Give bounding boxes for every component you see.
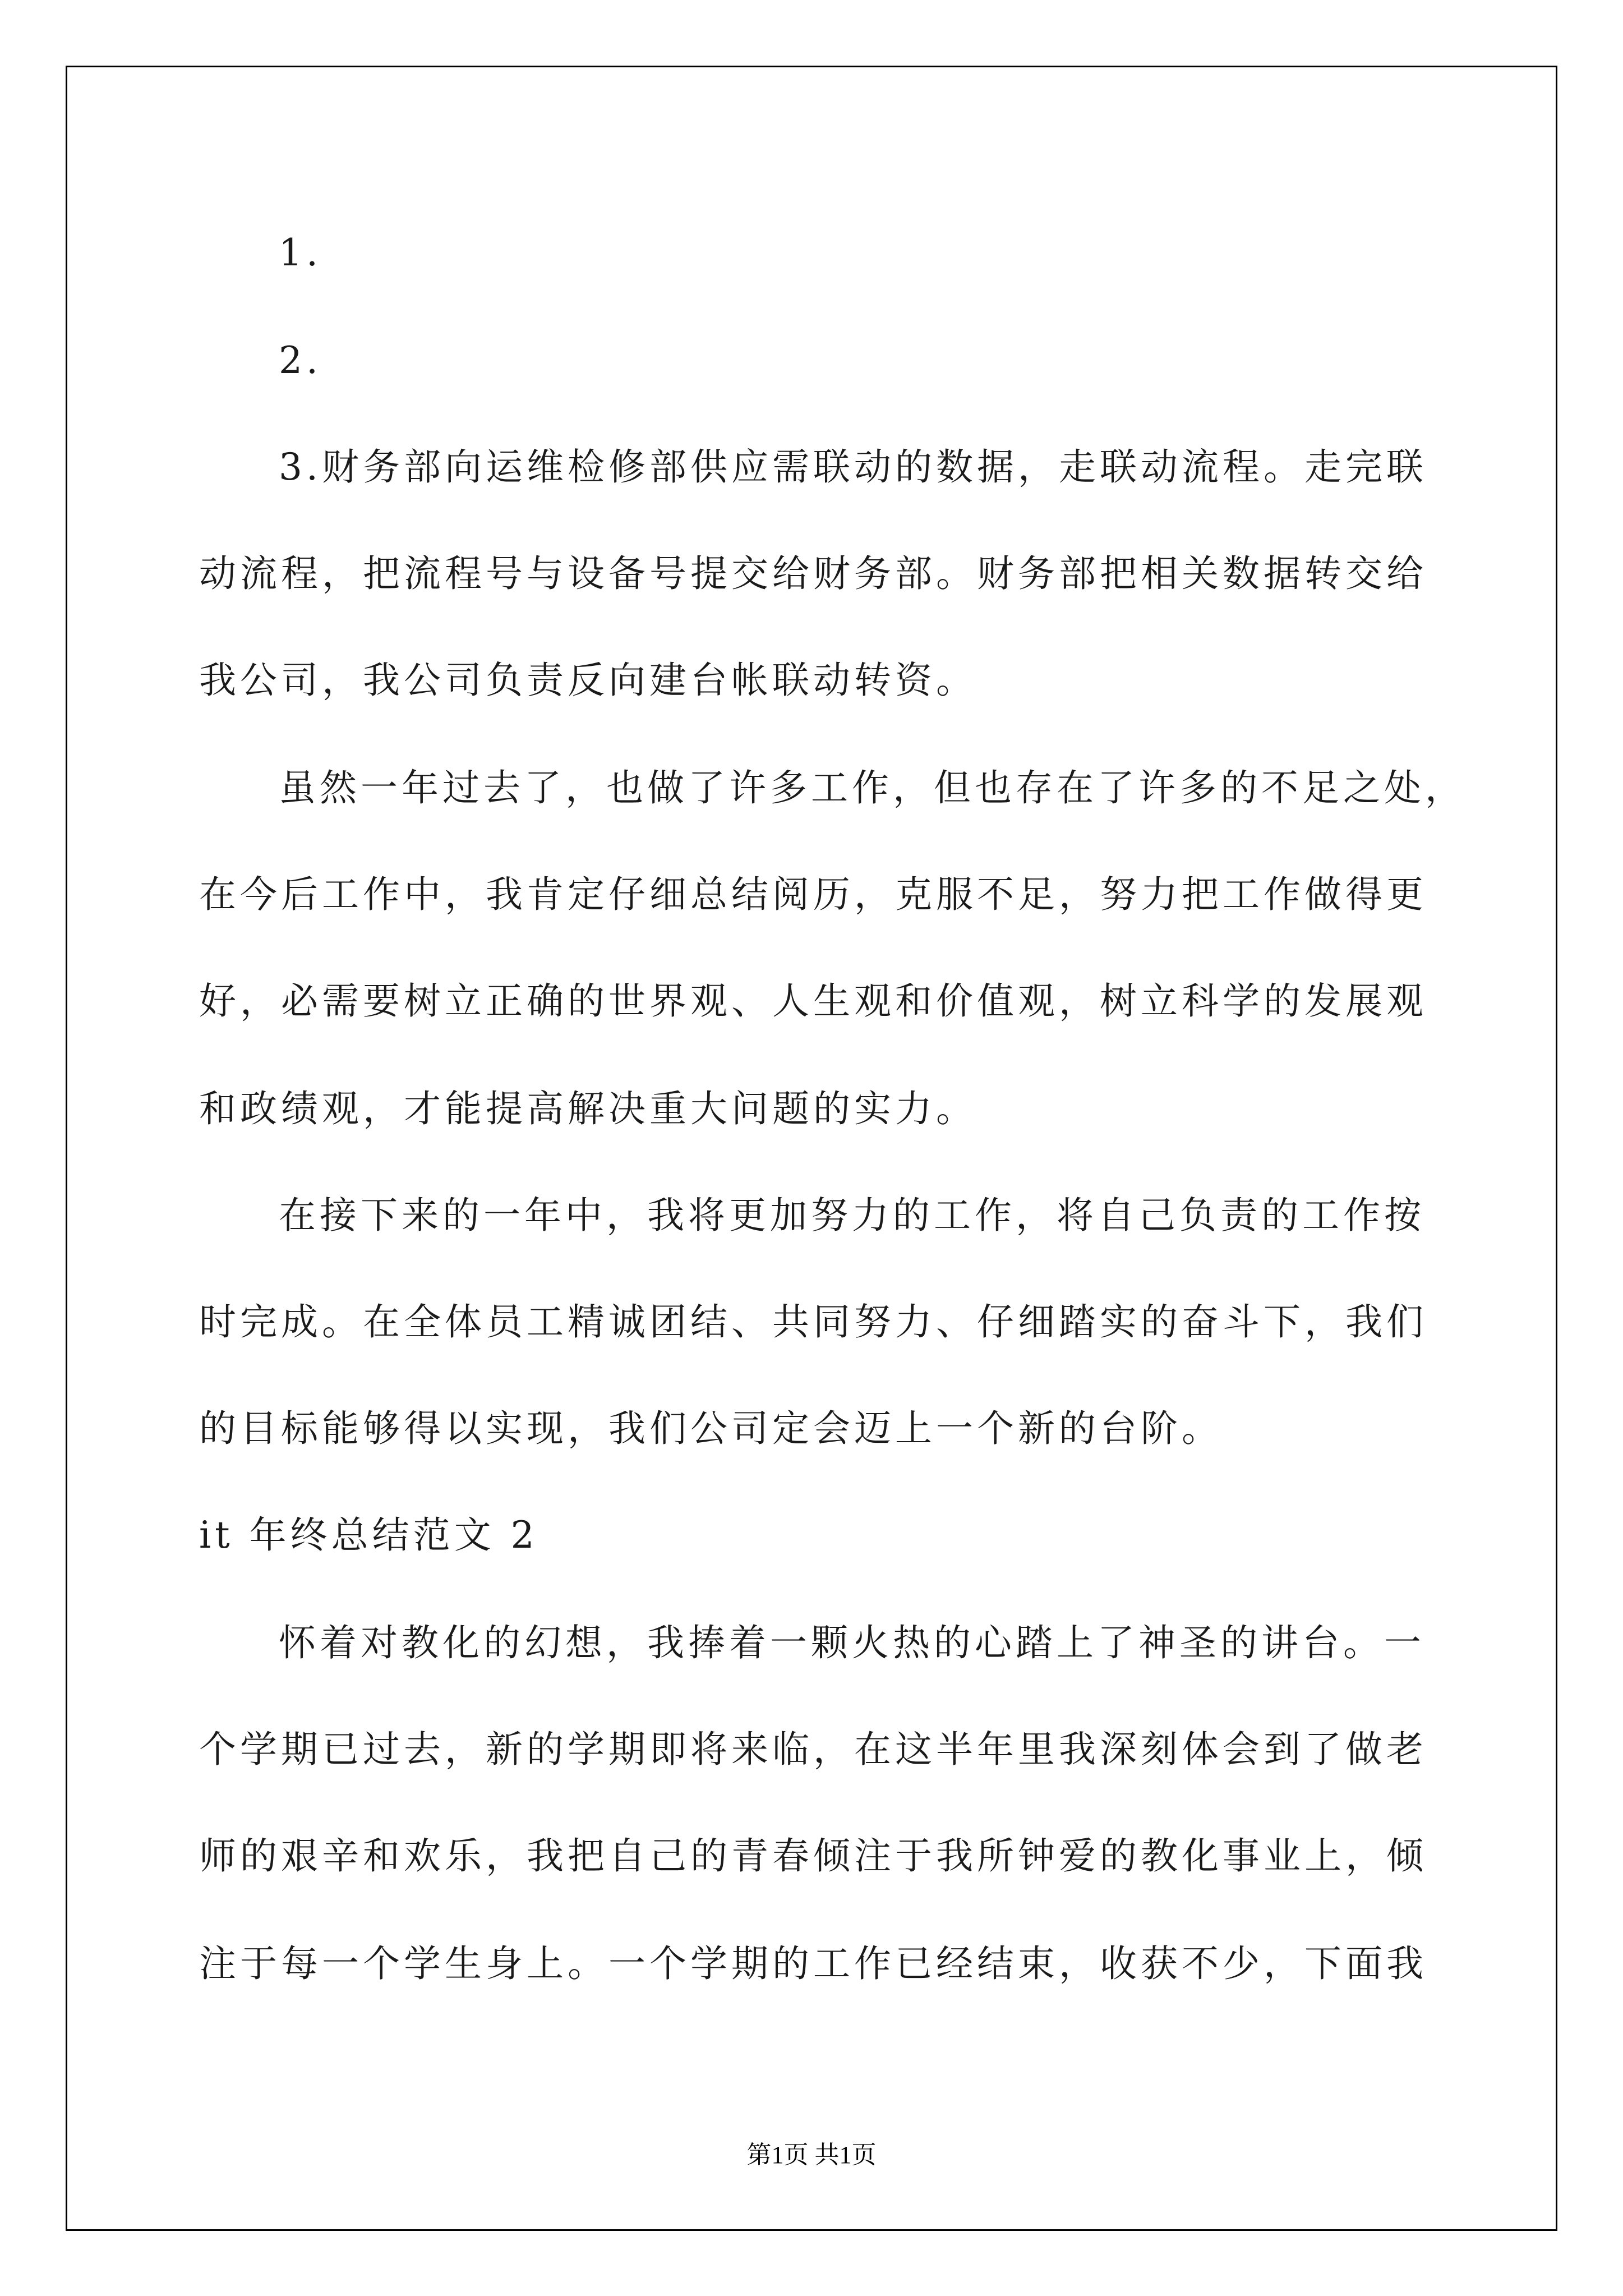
- page-footer: 第1页 共1页: [746, 2141, 877, 2169]
- paragraph-line: 动流程，把流程号与设备号提交给财务部。财务部把相关数据转交给: [199, 552, 1427, 595]
- paragraph-line: 个学期已过去，新的学期即将来临，在这半年里我深刻体会到了做老: [199, 1728, 1427, 1771]
- paragraph-line: 在今后工作中，我肯定仔细总结阅历，克服不足，努力把工作做得更: [199, 873, 1427, 916]
- paragraph-line: 时完成。在全体员工精诚团结、共同努力、仔细踏实的奋斗下，我们: [199, 1300, 1427, 1343]
- paragraph-line: 和政绩观，才能提高解决重大问题的实力。: [199, 1087, 977, 1130]
- paragraph-line: 师的艰辛和欢乐，我把自己的青春倾注于我所钟爱的教化事业上，倾: [199, 1834, 1427, 1878]
- list-item-2: 2.: [279, 339, 322, 382]
- paragraph-line: 好，必需要树立正确的世界观、人生观和价值观，树立科学的发展观: [199, 979, 1427, 1023]
- paragraph-line: 在接下来的一年中，我将更加努力的工作，将自己负责的工作按: [279, 1194, 1425, 1237]
- paragraph-line: 注于每一个学生身上。一个学期的工作已经结束，收获不少，下面我: [199, 1942, 1427, 1985]
- paragraph-line: 怀着对教化的幻想，我捧着一颗火热的心踏上了神圣的讲台。一: [279, 1621, 1425, 1664]
- paragraph-line: 虽然一年过去了，也做了许多工作，但也存在了许多的不足之处，: [279, 766, 1466, 809]
- paragraph-line: 的目标能够得以实现，我们公司定会迈上一个新的台阶。: [199, 1407, 1223, 1450]
- paragraph-line: 3.财务部向运维检修部供应需联动的数据，走联动流程。走完联: [279, 445, 1427, 489]
- list-item-1: 1.: [279, 231, 322, 274]
- page-border: [66, 66, 1557, 2231]
- paragraph-line: 我公司，我公司负责反向建台帐联动转资。: [199, 659, 977, 702]
- section-heading: it 年终总结范文 2: [199, 1513, 538, 1557]
